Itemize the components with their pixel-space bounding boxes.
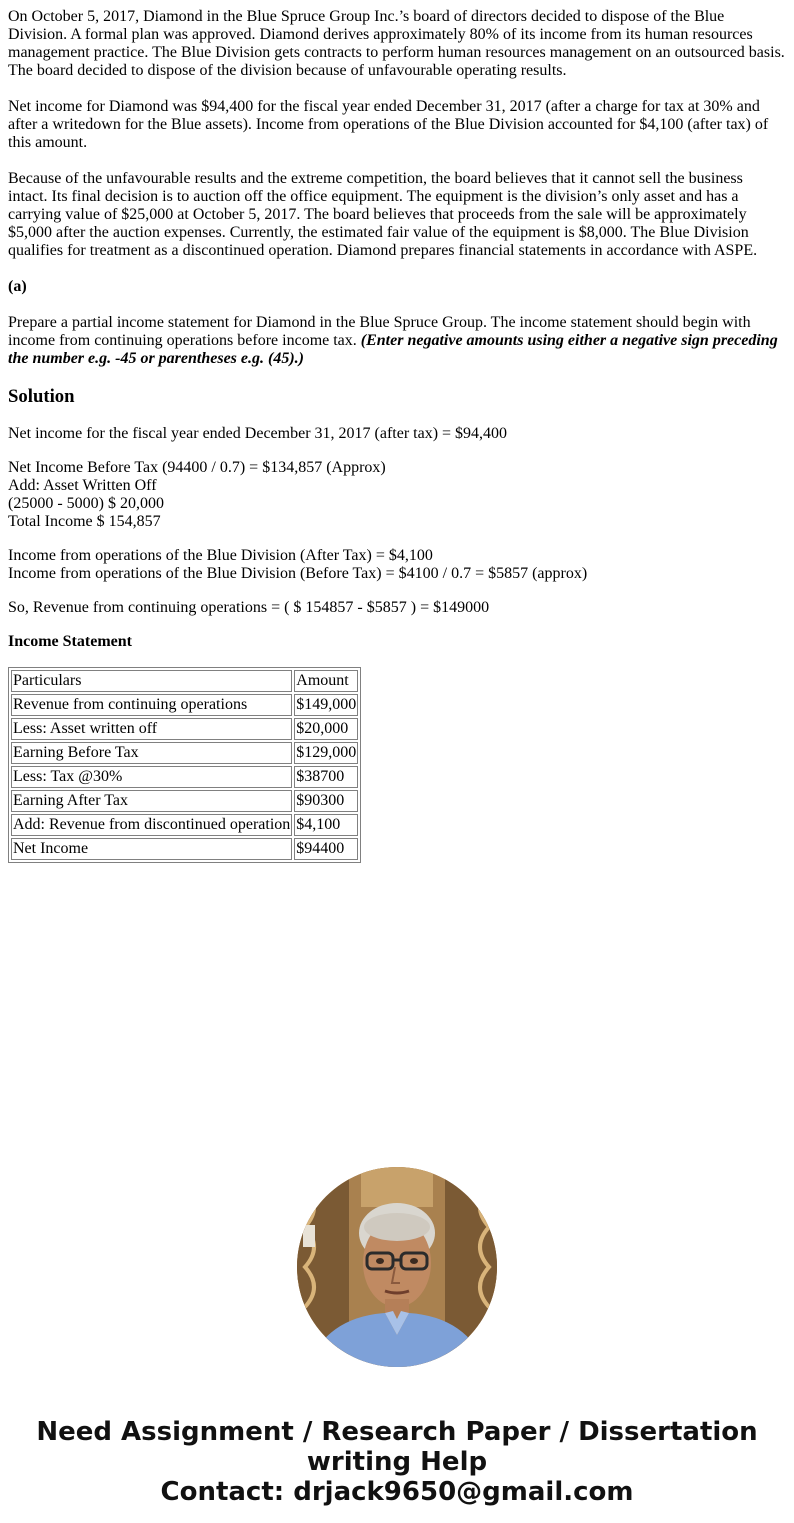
calc1-line-4: Total Income $ 154,857 — [8, 513, 161, 530]
row-amount: $20,000 — [294, 718, 358, 740]
row-particulars: Less: Tax @30% — [11, 766, 292, 788]
row-particulars: Earning Before Tax — [11, 742, 292, 764]
table-row — [11, 718, 358, 740]
row-amount: $38700 — [294, 766, 358, 788]
statement-title-text: Income Statement — [8, 633, 132, 650]
solution-heading: Solution — [8, 386, 75, 407]
row-particulars: Add: Revenue from discontinued operation — [11, 814, 292, 836]
row-amount: $94400 — [294, 838, 358, 860]
row-particulars: Net Income — [11, 838, 292, 860]
calc2-line-1: Income from operations of the Blue Division (After Tax) = $4,100 — [8, 547, 433, 564]
author-portrait-illustration — [297, 1167, 497, 1367]
table-row — [11, 766, 358, 788]
calc-block-3: So, Revenue from continuing operations = ( $ 154857 - $5857 ) = $149000 — [8, 599, 490, 616]
blank-spacer — [8, 863, 786, 1167]
calc1-line-1: Net Income Before Tax (94400 / 0.7) = $134,857 (Approx) — [8, 459, 386, 476]
row-amount: $149,000 — [294, 694, 358, 716]
part-label — [8, 278, 786, 296]
calc-block-1 — [8, 459, 786, 531]
question-paragraph-4 — [8, 314, 786, 368]
question-paragraph-3: Because of the unfavourable results and the extreme competition, the board believes that it cannot sell the business intact. Its final decision is to auction off the office equipment. The equipment is the division’s only asset and has a carrying value of $25,000 at October 5, 2017. The board believes that proceeds from the sale will be approximately $5,000 after the auction expenses. Currently, the estimated fair value of the equipment is $8,000. The Blue Division qualifies for treatment as a discontinued operation. Diamond prepares financial statements in accordance with ASPE. — [8, 170, 758, 259]
row-amount: $90300 — [294, 790, 358, 812]
calc-block-2 — [8, 547, 786, 583]
table-row — [11, 742, 358, 764]
calc2-line-2: Income from operations of the Blue Division (Before Tax) = $4100 / 0.7 = $5857 (approx) — [8, 565, 588, 582]
author-photo — [297, 1167, 497, 1367]
table-row — [11, 814, 358, 836]
question-paragraph-2: Net income for Diamond was $94,400 for the fiscal year ended December 31, 2017 (after a charge for tax at 30% and after a writedown for the Blue assets). Income from operations of the Blue Division accounted for $4,100 (after tax) of this amount. — [8, 98, 769, 151]
author-photo-wrap — [8, 1167, 786, 1367]
row-amount: $4,100 — [294, 814, 358, 836]
question-paragraph-1: On October 5, 2017, Diamond in the Blue Spruce Group Inc.’s board of directors decided to dispose of the Blue Division. A formal plan was approved. Diamond derives approximately 80% of its income from its human resources management practice. The Blue Division gets contracts to perform human resources management on an outsourced basis. The board decided to dispose of the division because of unfavourable operating results. — [8, 8, 785, 79]
question-prompt: Prepare a partial income statement for Diamond in the Blue Spruce Group. The income statement should begin with income from continuing operations before income tax. — [8, 314, 751, 349]
footer-line-1: Need Assignment / Research Paper / Dissertation — [36, 1417, 758, 1447]
header-particulars: Particulars — [11, 670, 292, 692]
row-amount: $129,000 — [294, 742, 358, 764]
row-particulars: Less: Asset written off — [11, 718, 292, 740]
table-header-row — [11, 670, 358, 692]
income-statement-table — [8, 667, 361, 863]
footer-line-2: writing Help — [306, 1447, 488, 1477]
table-row — [11, 838, 358, 860]
statement-title — [8, 633, 786, 651]
row-particulars: Revenue from continuing operations — [11, 694, 292, 716]
net-income-line: Net income for the fiscal year ended December 31, 2017 (after tax) = $94,400 — [8, 425, 508, 442]
table-row — [11, 790, 358, 812]
calc1-line-3: (25000 - 5000) $ 20,000 — [8, 495, 164, 512]
header-amount: Amount — [294, 670, 358, 692]
footer-promo — [8, 1417, 786, 1507]
footer-contact: Contact: drjack9650@gmail.com — [160, 1477, 634, 1507]
part-label-text: (a) — [8, 278, 27, 295]
calc1-line-2: Add: Asset Written Off — [8, 477, 157, 494]
answer-instruction: (Enter negative amounts using either a negative sign preceding the number e.g. -45 or parentheses e.g. (45).) — [8, 332, 778, 367]
table-row — [11, 694, 358, 716]
row-particulars: Earning After Tax — [11, 790, 292, 812]
